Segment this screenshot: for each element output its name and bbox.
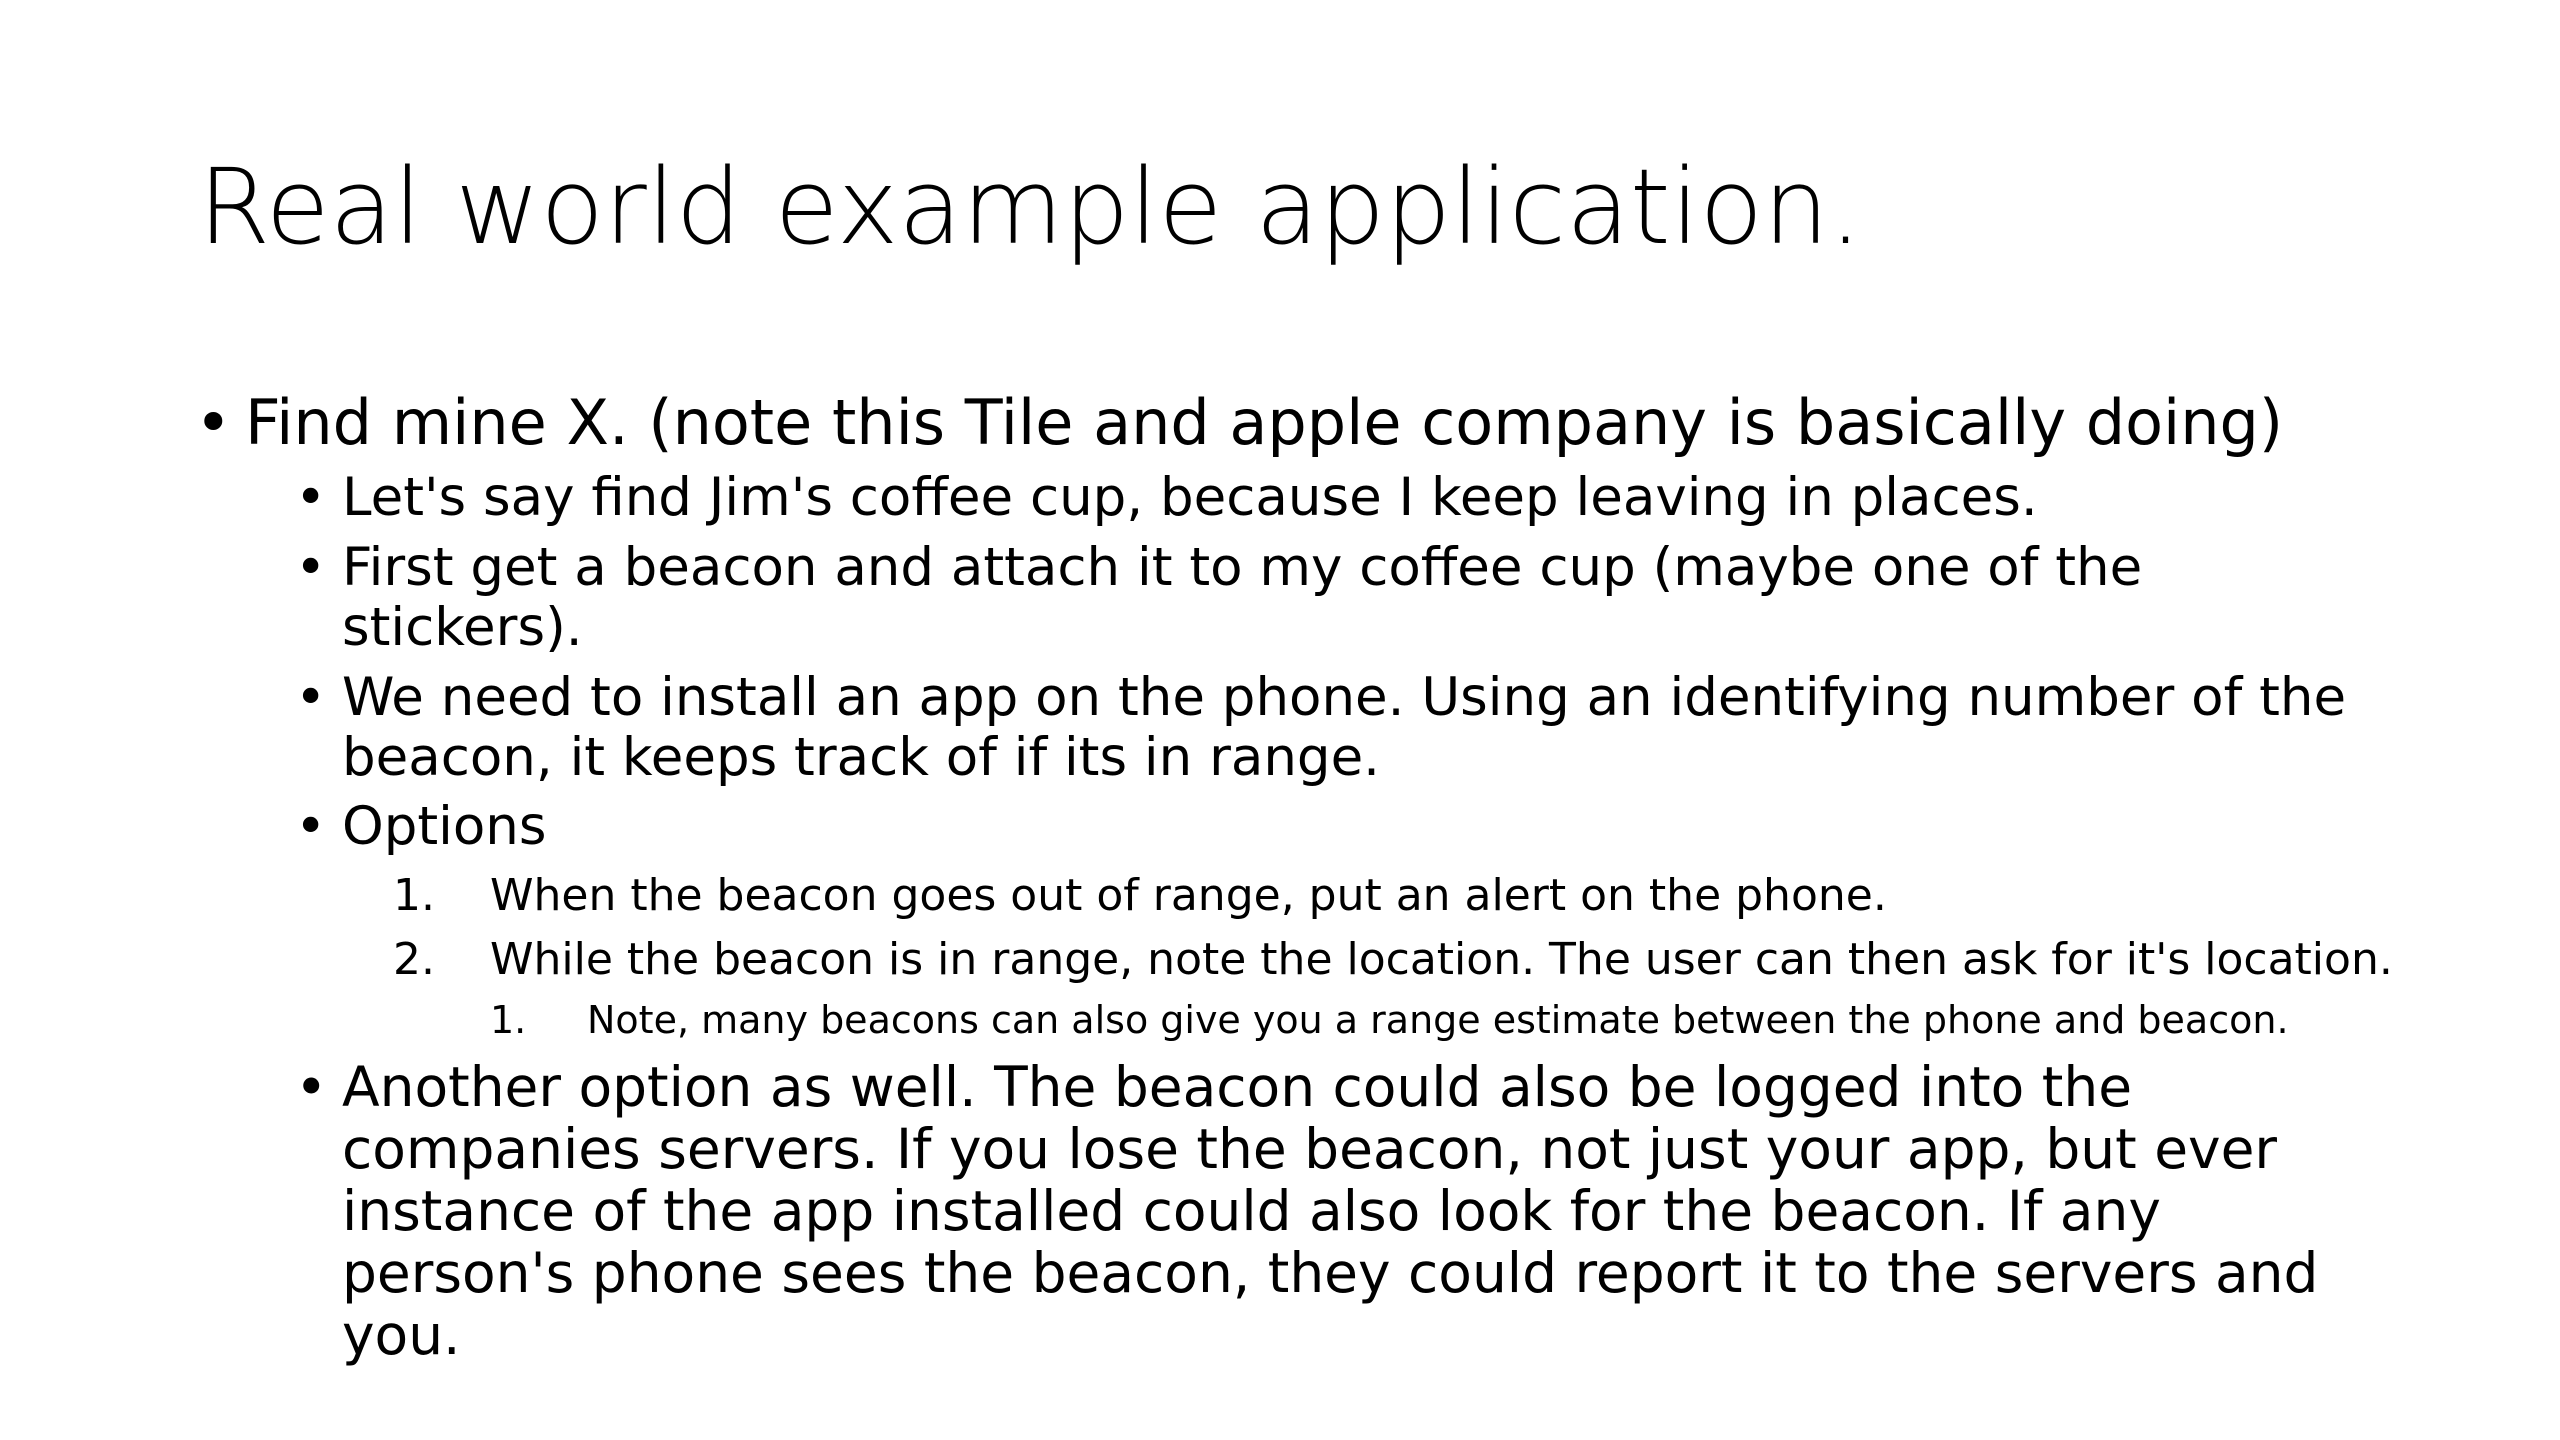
sub-option-text: Note, many beacons can also give you a range estimate between the phone and beacon. [587,997,2289,1042]
bullet-text: First get a beacon and attach it to my coffee cup (maybe one of the stickers). [342,536,2143,658]
bullet-text: Another option as well. The beacon could also be logged into the companies servers. If you lose the beacon, not just your app, but ever instance of the app installed could also look for the beacon. If any person's phone sees the beacon, they could report it to the servers and you. [342,1054,2319,1368]
bullet-marker: • [295,467,327,529]
bullet-marker: • [295,666,327,728]
sub-bullet-options [195,797,2395,857]
option-out-of-range [195,871,2395,921]
bullet-marker: • [295,1054,328,1119]
slide-content [195,388,2395,1366]
bullet-text: We need to install an app on the phone. Using an identifying number of the beacon, it keeps track of if its in range. [342,666,2347,788]
option-text: When the beacon goes out of range, put an alert on the phone. [490,870,1887,922]
option-text: While the beacon is in range, note the location. The user can then ask for it's location. [490,934,2393,986]
bullet-marker: • [295,796,327,858]
bullet-marker: • [295,536,327,598]
sub-bullet-install-app [195,668,2395,788]
number-marker: 1. [393,870,435,922]
bullet-find-mine [195,388,2395,458]
sub-bullet-coffee-cup [195,468,2395,528]
number-marker: 2. [393,934,435,986]
option-in-range [195,935,2395,985]
sub-option-range-estimate [195,999,2395,1042]
slide-title: Real world example application. [198,146,1863,268]
sub-bullet-another-option [195,1056,2395,1367]
number-marker: 1. [490,997,527,1042]
bullet-marker: • [195,386,232,459]
bullet-text: Options [342,796,547,858]
bullet-text: Let's say find Jim's coffee cup, because I keep leaving in places. [342,467,2038,529]
bullet-text: Find mine X. (note this Tile and apple company is basically doing) [245,386,2284,459]
sub-bullet-beacon [195,538,2395,658]
